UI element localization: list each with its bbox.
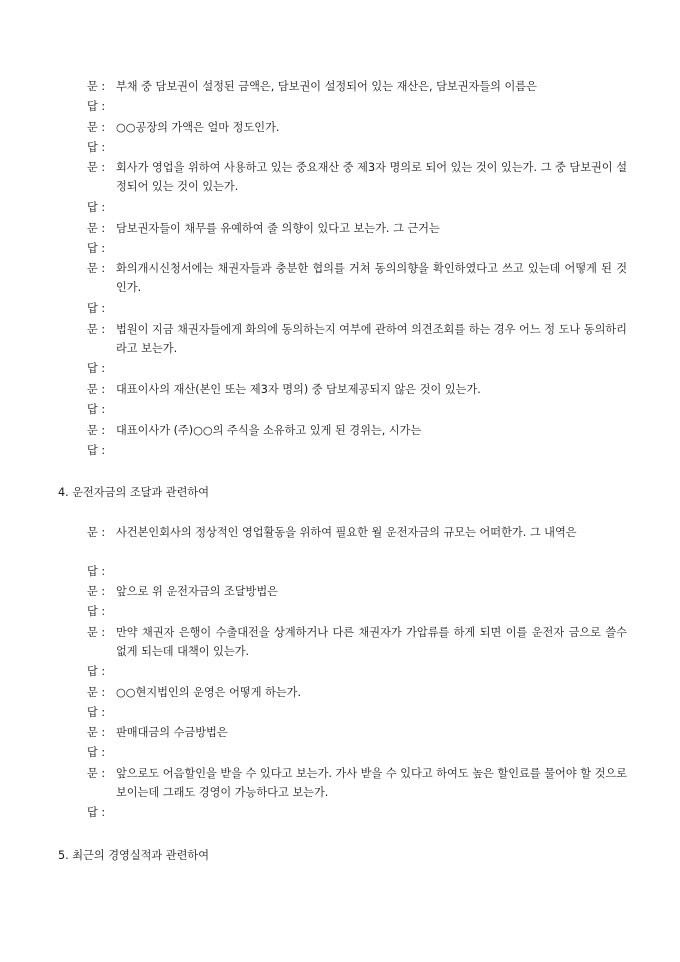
- answer-line: [87, 138, 627, 157]
- section-heading: 4. 운전자금의 조달과 관련하여: [58, 486, 210, 499]
- question-text: 부채 중 담보권이 설정된 금액은, 담보권이 설정되어 있는 재산은, 담보권자들의 이름은: [116, 80, 537, 93]
- question-line: [87, 118, 627, 137]
- answer-label: 답 :: [87, 444, 106, 457]
- answer-line: [87, 743, 627, 762]
- question-label: 문 :: [87, 767, 106, 780]
- question-line: [87, 77, 627, 96]
- question-text: 앞으로 위 운전자금의 조달방법은: [116, 585, 278, 598]
- question-line: [87, 683, 627, 702]
- question-line: [87, 582, 627, 601]
- question-line: [87, 219, 627, 238]
- question-label: 문 :: [87, 161, 106, 174]
- answer-line: [87, 299, 627, 318]
- answer-text: [116, 239, 627, 258]
- answer-text: [116, 441, 627, 460]
- answer-text: [116, 602, 627, 621]
- question-line: [87, 623, 627, 661]
- question-line: [87, 421, 627, 440]
- answer-label: 답 :: [87, 746, 106, 759]
- answer-text: [116, 138, 627, 157]
- answer-line: [87, 662, 627, 681]
- question-line: [87, 320, 627, 358]
- question-label: 문 :: [87, 424, 106, 437]
- question-line: [87, 523, 627, 542]
- question-label: 문 :: [87, 626, 106, 639]
- question-label: 문 :: [87, 222, 106, 235]
- question-label: 문 :: [87, 526, 106, 539]
- question-label: 문 :: [87, 323, 106, 336]
- answer-label: 답 :: [87, 302, 106, 315]
- answer-line: [87, 400, 627, 419]
- question-line: [87, 380, 627, 399]
- answer-text: [116, 400, 627, 419]
- answer-label: 답 :: [87, 242, 106, 255]
- answer-text: [116, 743, 627, 762]
- answer-label: 답 :: [87, 403, 106, 416]
- answer-line: [87, 198, 627, 217]
- answer-text: [116, 97, 627, 116]
- answer-text: [116, 562, 627, 581]
- question-text: ○○현지법인의 운영은 어떻게 하는가.: [116, 686, 302, 699]
- question-text: ○○공장의 가액은 얼마 정도인가.: [116, 121, 280, 134]
- answer-text: [116, 198, 627, 217]
- answer-text: [116, 299, 627, 318]
- question-label: 문 :: [87, 585, 106, 598]
- question-line: [87, 158, 627, 196]
- answer-label: 답 :: [87, 605, 106, 618]
- question-label: 문 :: [87, 121, 106, 134]
- question-text: 판매대금의 수금방법은: [116, 726, 228, 739]
- answer-label: 답 :: [87, 362, 106, 375]
- answer-line: [87, 359, 627, 378]
- question-text: 사건본인회사의 정상적인 영업활동을 위하여 필요한 월 운전자금의 규모는 어떠한가. 그 내역은: [116, 526, 577, 539]
- answer-line: [87, 441, 627, 460]
- question-text: 담보권자들이 채무를 유예하여 줄 의향이 있다고 보는가. 그 근거는: [116, 222, 440, 235]
- answer-text: [116, 662, 627, 681]
- answer-line: [87, 97, 627, 116]
- question-text: 대표이사가 (주)○○의 주식을 소유하고 있게 된 경위는, 시가는: [116, 424, 422, 437]
- question-text: 만약 채권자 은행이 수출대전을 상계하거나 다른 채권자가 가압류를 하게 되면 이를 운전자 금으로 쓸수 없게 되는데 대책이 있는가.: [116, 626, 627, 658]
- answer-line: [87, 703, 627, 722]
- question-text: 회사가 영업을 위하여 사용하고 있는 중요재산 중 제3자 명의로 되어 있는 것이 있는가. 그 중 담보권이 설정되어 있는 것이 있는가.: [116, 161, 627, 193]
- question-label: 문 :: [87, 726, 106, 739]
- question-text: 화의개시신청서에는 채권자들과 충분한 협의를 거쳐 동의의향을 확인하였다고 쓰고 있는데 어떻게 된 것인가.: [116, 262, 627, 294]
- question-label: 문 :: [87, 80, 106, 93]
- answer-text: [116, 359, 627, 378]
- question-text: 법원이 지금 채권자들에게 화의에 동의하는지 여부에 관하여 의견조회를 하는 경우 어느 정 도나 동의하리라고 보는가.: [116, 323, 627, 355]
- question-line: [87, 259, 627, 297]
- answer-label: 답 :: [87, 141, 106, 154]
- answer-label: 답 :: [87, 806, 106, 819]
- answer-line: [87, 562, 627, 581]
- question-label: 문 :: [87, 686, 106, 699]
- answer-line: [87, 239, 627, 258]
- answer-label: 답 :: [87, 665, 106, 678]
- question-text: 앞으로도 어음할인을 받을 수 있다고 보는가. 가사 받을 수 있다고 하여도 높은 할인료를 물어야 할 것으로 보이는데 그래도 경영이 가능하다고 보는가.: [116, 767, 627, 799]
- question-label: 문 :: [87, 383, 106, 396]
- answer-label: 답 :: [87, 565, 106, 578]
- question-label: 문 :: [87, 262, 106, 275]
- answer-text: [116, 703, 627, 722]
- section-heading: 5. 최근의 경영실적과 관련하여: [58, 849, 210, 862]
- answer-label: 답 :: [87, 100, 106, 113]
- answer-line: [87, 602, 627, 621]
- answer-label: 답 :: [87, 706, 106, 719]
- answer-line: [87, 803, 627, 822]
- question-text: 대표이사의 재산(본인 또는 제3자 명의) 중 담보제공되지 않은 것이 있는가.: [116, 383, 481, 396]
- answer-label: 답 :: [87, 201, 106, 214]
- answer-text: [116, 803, 627, 822]
- question-line: [87, 764, 627, 802]
- question-line: [87, 723, 627, 742]
